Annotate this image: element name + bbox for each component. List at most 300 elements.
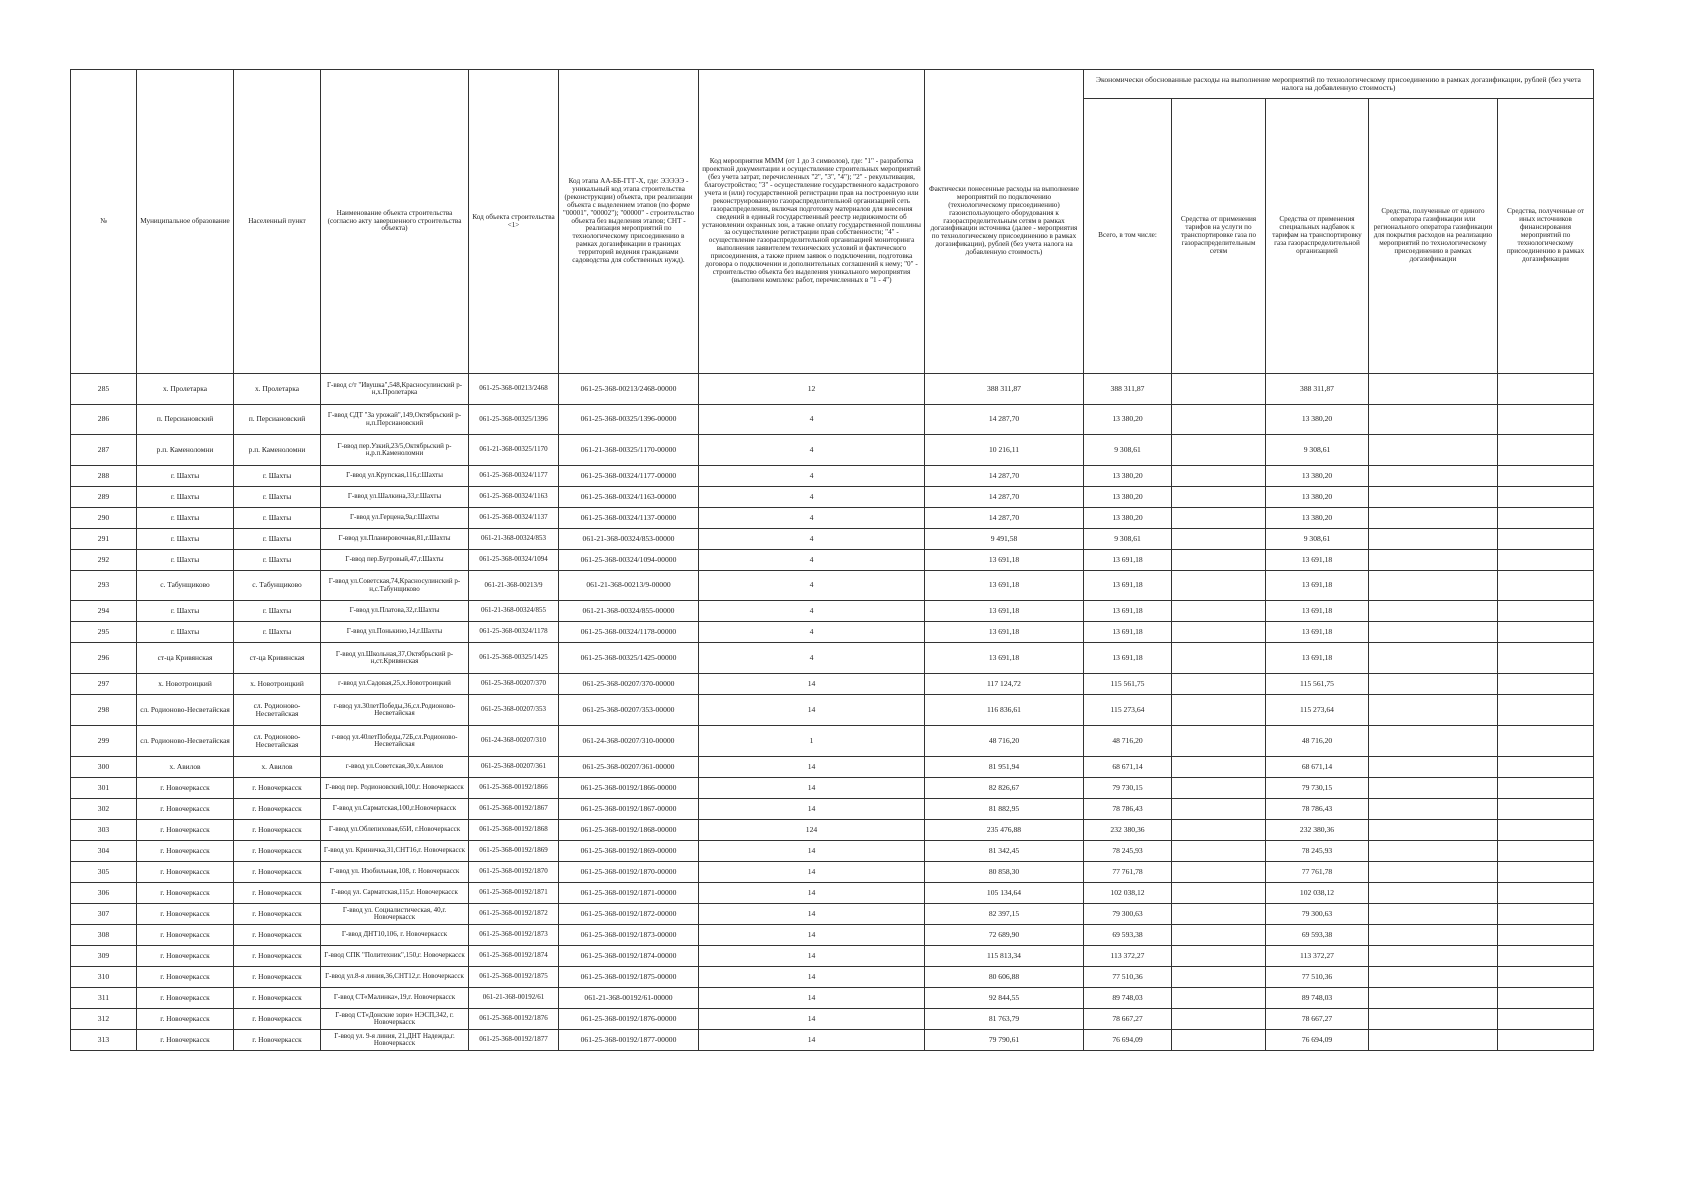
cell-surcharge-funds: 9 308,61 bbox=[1266, 435, 1369, 466]
cell-actual-costs: 115 813,34 bbox=[925, 946, 1084, 967]
cell-object-name: Г-ввод СТ«Малинка»,19,г. Новочеркасск bbox=[321, 988, 469, 1009]
cell-municipality: ст-ца Кривянская bbox=[137, 643, 234, 674]
cell-surcharge-funds: 79 300,63 bbox=[1266, 904, 1369, 925]
cell-actual-costs: 388 311,87 bbox=[925, 374, 1084, 405]
cell-total: 78 245,93 bbox=[1084, 841, 1172, 862]
cell-stage-code: 061-25-368-00192/1867-00000 bbox=[559, 799, 699, 820]
cell-total: 69 593,38 bbox=[1084, 925, 1172, 946]
cell-total: 9 308,61 bbox=[1084, 529, 1172, 550]
cell-other-funds bbox=[1498, 904, 1594, 925]
cell-actual-costs: 235 476,88 bbox=[925, 820, 1084, 841]
cell-surcharge-funds: 76 694,09 bbox=[1266, 1030, 1369, 1051]
cell-municipality: г. Новочеркасск bbox=[137, 862, 234, 883]
cell-stage-code: 061-25-368-00192/1872-00000 bbox=[559, 904, 699, 925]
cell-actual-costs: 10 216,11 bbox=[925, 435, 1084, 466]
cell-settlement: г. Шахты bbox=[234, 466, 321, 487]
cell-object-code: 061-25-368-00325/1425 bbox=[469, 643, 559, 674]
cell-municipality: г. Шахты bbox=[137, 466, 234, 487]
cell-num: 294 bbox=[71, 601, 137, 622]
cell-event-code: 14 bbox=[699, 883, 925, 904]
cell-actual-costs: 14 287,70 bbox=[925, 508, 1084, 529]
cell-settlement: ст-ца Кривянская bbox=[234, 643, 321, 674]
cell-settlement: г. Шахты bbox=[234, 601, 321, 622]
cell-actual-costs: 14 287,70 bbox=[925, 466, 1084, 487]
table-row bbox=[71, 622, 1594, 643]
table-row bbox=[71, 967, 1594, 988]
cell-object-code: 061-25-368-00192/1876 bbox=[469, 1009, 559, 1030]
cell-stage-code: 061-25-368-00324/1163-00000 bbox=[559, 487, 699, 508]
cell-municipality: сл. Родионово-Несветайская bbox=[137, 726, 234, 757]
cell-event-code: 14 bbox=[699, 904, 925, 925]
cell-stage-code: 061-25-368-00325/1396-00000 bbox=[559, 405, 699, 435]
cell-surcharge-funds: 13 691,18 bbox=[1266, 643, 1369, 674]
table-row bbox=[71, 435, 1594, 466]
cell-total: 78 667,27 bbox=[1084, 1009, 1172, 1030]
cell-municipality: х. Пролетарка bbox=[137, 374, 234, 405]
cell-other-funds bbox=[1498, 946, 1594, 967]
cell-stage-code: 061-21-368-00213/9-00000 bbox=[559, 571, 699, 601]
cell-tariff-funds bbox=[1172, 374, 1266, 405]
cell-tariff-funds bbox=[1172, 695, 1266, 726]
cell-other-funds bbox=[1498, 435, 1594, 466]
cell-num: 285 bbox=[71, 374, 137, 405]
cell-actual-costs: 72 689,90 bbox=[925, 925, 1084, 946]
table-row bbox=[71, 695, 1594, 726]
cell-actual-costs: 13 691,18 bbox=[925, 571, 1084, 601]
cell-municipality: г. Шахты bbox=[137, 550, 234, 571]
table-row bbox=[71, 799, 1594, 820]
cell-operator-funds bbox=[1369, 820, 1498, 841]
table-row bbox=[71, 1030, 1594, 1051]
cell-operator-funds bbox=[1369, 799, 1498, 820]
cell-tariff-funds bbox=[1172, 862, 1266, 883]
cell-tariff-funds bbox=[1172, 529, 1266, 550]
cell-stage-code: 061-25-368-00192/1874-00000 bbox=[559, 946, 699, 967]
cell-municipality: г. Новочеркасск bbox=[137, 778, 234, 799]
cell-settlement: г. Новочеркасск bbox=[234, 799, 321, 820]
cell-object-code: 061-25-368-00192/1872 bbox=[469, 904, 559, 925]
cell-object-code: 061-21-368-00213/9 bbox=[469, 571, 559, 601]
cell-settlement: г. Новочеркасск bbox=[234, 883, 321, 904]
cell-stage-code: 061-25-368-00325/1425-00000 bbox=[559, 643, 699, 674]
cell-object-name: Г-ввод ул.Понькино,14,г.Шахты bbox=[321, 622, 469, 643]
cell-stage-code: 061-25-368-00192/1866-00000 bbox=[559, 778, 699, 799]
cell-settlement: г. Новочеркасск bbox=[234, 778, 321, 799]
cell-num: 300 bbox=[71, 757, 137, 778]
cell-event-code: 14 bbox=[699, 674, 925, 695]
cell-event-code: 4 bbox=[699, 529, 925, 550]
cell-settlement: г. Новочеркасск bbox=[234, 820, 321, 841]
cell-surcharge-funds: 388 311,87 bbox=[1266, 374, 1369, 405]
cell-settlement: г. Новочеркасск bbox=[234, 862, 321, 883]
cell-total: 9 308,61 bbox=[1084, 435, 1172, 466]
cell-object-code: 061-25-368-00192/1867 bbox=[469, 799, 559, 820]
cell-surcharge-funds: 79 730,15 bbox=[1266, 778, 1369, 799]
cell-tariff-funds bbox=[1172, 799, 1266, 820]
cell-num: 293 bbox=[71, 571, 137, 601]
cell-num: 309 bbox=[71, 946, 137, 967]
cell-operator-funds bbox=[1369, 571, 1498, 601]
cell-settlement: г. Новочеркасск bbox=[234, 1030, 321, 1051]
cell-operator-funds bbox=[1369, 883, 1498, 904]
cell-object-name: г-ввод ул.Советская,30,х.Авилов bbox=[321, 757, 469, 778]
costs-table bbox=[70, 69, 1594, 1051]
cell-num: 297 bbox=[71, 674, 137, 695]
cell-tariff-funds bbox=[1172, 778, 1266, 799]
cell-object-name: Г-ввод ул. Социалистическая, 40,г. Новочеркасск bbox=[321, 904, 469, 925]
header-event-code: Код мероприятия МММ (от 1 до 3 символов), где: "1" - разработка проектной документации и осуществление строительных мероприятий (без учета затрат, перечисленных "2", "3", "4"); "2" - рекультивация, благоустройство; "3" - осуществление государственного кадастрового учета и (или) государственной регистрации прав на построенную или реконструированную газораспределительной организацией сеть газораспределения, включая подготовку материалов для внесения сведений в единый государственный реестр недвижимости об установлении охранных зон, а также оплату государственной пошлины за осуществление регистрации прав собственности; "4" - осуществление газораспределительной организацией мониторинга выполнения заявителем технических условий и фактического присоединения, а также прием заявок о подключении, подготовка договора о подключении и дополнительных соглашений к нему; "0" - строительство объекта без выделения уникального мероприятия (выполнен комплекс работ, перечисленных в "1 - 4") bbox=[699, 70, 925, 374]
cell-tariff-funds bbox=[1172, 967, 1266, 988]
cell-surcharge-funds: 89 748,03 bbox=[1266, 988, 1369, 1009]
cell-actual-costs: 13 691,18 bbox=[925, 601, 1084, 622]
cell-surcharge-funds: 13 691,18 bbox=[1266, 622, 1369, 643]
cell-operator-funds bbox=[1369, 904, 1498, 925]
cell-tariff-funds bbox=[1172, 904, 1266, 925]
cell-settlement: г. Шахты bbox=[234, 529, 321, 550]
cell-municipality: сл. Родионово-Несветайская bbox=[137, 695, 234, 726]
cell-object-code: 061-24-368-00207/310 bbox=[469, 726, 559, 757]
cell-num: 312 bbox=[71, 1009, 137, 1030]
cell-other-funds bbox=[1498, 695, 1594, 726]
cell-object-name: Г-ввод ул.8-я линия,36,СНТ12,г. Новочеркасск bbox=[321, 967, 469, 988]
cell-num: 287 bbox=[71, 435, 137, 466]
cell-event-code: 4 bbox=[699, 601, 925, 622]
cell-surcharge-funds: 68 671,14 bbox=[1266, 757, 1369, 778]
cell-actual-costs: 82 397,15 bbox=[925, 904, 1084, 925]
cell-object-name: Г-ввод ДНТ10,106, г. Новочеркасск bbox=[321, 925, 469, 946]
cell-actual-costs: 82 826,67 bbox=[925, 778, 1084, 799]
cell-settlement: г. Новочеркасск bbox=[234, 841, 321, 862]
cell-total: 13 380,20 bbox=[1084, 466, 1172, 487]
cell-num: 286 bbox=[71, 405, 137, 435]
cell-other-funds bbox=[1498, 988, 1594, 1009]
cell-surcharge-funds: 115 273,64 bbox=[1266, 695, 1369, 726]
header-settlement: Населенный пункт bbox=[234, 70, 321, 374]
cell-object-code: 061-25-368-00192/1866 bbox=[469, 778, 559, 799]
table-row bbox=[71, 726, 1594, 757]
cell-municipality: г. Новочеркасск bbox=[137, 904, 234, 925]
cell-num: 291 bbox=[71, 529, 137, 550]
header-surcharge-funds: Средства от применения специальных надбавок к тарифам на транспортировку газа газораспределительной организацией bbox=[1266, 99, 1369, 374]
cell-municipality: г. Новочеркасск bbox=[137, 967, 234, 988]
table-body bbox=[71, 374, 1594, 1051]
cell-object-name: Г-ввод ул.Планировочная,81,г.Шахты bbox=[321, 529, 469, 550]
cell-stage-code: 061-21-368-00324/855-00000 bbox=[559, 601, 699, 622]
cell-stage-code: 061-25-368-00192/1873-00000 bbox=[559, 925, 699, 946]
cell-object-code: 061-25-368-00192/1874 bbox=[469, 946, 559, 967]
cell-object-code: 061-25-368-00192/1871 bbox=[469, 883, 559, 904]
cell-operator-funds bbox=[1369, 374, 1498, 405]
table-row bbox=[71, 778, 1594, 799]
cell-event-code: 4 bbox=[699, 435, 925, 466]
cell-event-code: 4 bbox=[699, 571, 925, 601]
cell-object-name: Г-ввод ул.Облепиховая,65И, г.Новочеркасск bbox=[321, 820, 469, 841]
cell-actual-costs: 81 951,94 bbox=[925, 757, 1084, 778]
cell-surcharge-funds: 77 510,36 bbox=[1266, 967, 1369, 988]
cell-operator-funds bbox=[1369, 862, 1498, 883]
cell-object-name: Г-ввод ул.Герцена,9а,г.Шахты bbox=[321, 508, 469, 529]
cell-surcharge-funds: 48 716,20 bbox=[1266, 726, 1369, 757]
cell-total: 13 691,18 bbox=[1084, 571, 1172, 601]
cell-total: 13 691,18 bbox=[1084, 550, 1172, 571]
cell-num: 299 bbox=[71, 726, 137, 757]
cell-stage-code: 061-25-368-00207/353-00000 bbox=[559, 695, 699, 726]
cell-object-code: 061-25-368-00207/361 bbox=[469, 757, 559, 778]
cell-object-code: 061-25-368-00207/353 bbox=[469, 695, 559, 726]
cell-surcharge-funds: 13 691,18 bbox=[1266, 601, 1369, 622]
cell-total: 102 038,12 bbox=[1084, 883, 1172, 904]
cell-tariff-funds bbox=[1172, 550, 1266, 571]
cell-num: 308 bbox=[71, 925, 137, 946]
cell-event-code: 14 bbox=[699, 1030, 925, 1051]
cell-surcharge-funds: 13 380,20 bbox=[1266, 487, 1369, 508]
cell-stage-code: 061-25-368-00192/1875-00000 bbox=[559, 967, 699, 988]
cell-operator-funds bbox=[1369, 988, 1498, 1009]
cell-object-name: Г-ввод пер.Бугровый,47,г.Шахты bbox=[321, 550, 469, 571]
cell-operator-funds bbox=[1369, 508, 1498, 529]
cell-other-funds bbox=[1498, 726, 1594, 757]
cell-surcharge-funds: 115 561,75 bbox=[1266, 674, 1369, 695]
cell-settlement: с. Табунщиково bbox=[234, 571, 321, 601]
cell-num: 305 bbox=[71, 862, 137, 883]
cell-settlement: сл. Родионово-Несветайская bbox=[234, 726, 321, 757]
cell-event-code: 14 bbox=[699, 757, 925, 778]
cell-municipality: с. Табунщиково bbox=[137, 571, 234, 601]
cell-actual-costs: 14 287,70 bbox=[925, 405, 1084, 435]
cell-object-name: г-ввод ул.Садовая,25,х.Новотроицкий bbox=[321, 674, 469, 695]
cell-object-name: г-ввод ул.40летПобеды,72Б,сл.Родионово-Несветайская bbox=[321, 726, 469, 757]
cell-tariff-funds bbox=[1172, 726, 1266, 757]
cell-total: 115 273,64 bbox=[1084, 695, 1172, 726]
cell-object-name: Г-ввод ул.Сарматская,100,г.Новочеркасск bbox=[321, 799, 469, 820]
cell-stage-code: 061-25-368-00192/1877-00000 bbox=[559, 1030, 699, 1051]
header-operator-funds: Средства, полученные от единого оператора газификации или регионального оператора газификации для покрытия расходов на реализацию мероприятий по технологическому присоединению в рамках догазификации bbox=[1369, 99, 1498, 374]
cell-object-name: Г-ввод СПК "Политехник",150,г. Новочеркасск bbox=[321, 946, 469, 967]
cell-total: 79 300,63 bbox=[1084, 904, 1172, 925]
cell-other-funds bbox=[1498, 757, 1594, 778]
cell-surcharge-funds: 13 691,18 bbox=[1266, 571, 1369, 601]
cell-event-code: 14 bbox=[699, 946, 925, 967]
cell-municipality: р.п. Каменоломни bbox=[137, 435, 234, 466]
table-row bbox=[71, 466, 1594, 487]
table-row bbox=[71, 883, 1594, 904]
cell-event-code: 4 bbox=[699, 487, 925, 508]
cell-num: 311 bbox=[71, 988, 137, 1009]
table-row bbox=[71, 904, 1594, 925]
cell-num: 303 bbox=[71, 820, 137, 841]
header-tariff-funds: Средства от применения тарифов на услуги по транспортировке газа по газораспределительным сетям bbox=[1172, 99, 1266, 374]
cell-stage-code: 061-25-368-00192/1869-00000 bbox=[559, 841, 699, 862]
cell-total: 232 380,36 bbox=[1084, 820, 1172, 841]
table-row bbox=[71, 374, 1594, 405]
cell-total: 115 561,75 bbox=[1084, 674, 1172, 695]
cell-event-code: 14 bbox=[699, 799, 925, 820]
cell-stage-code: 061-25-368-00192/1871-00000 bbox=[559, 883, 699, 904]
cell-other-funds bbox=[1498, 571, 1594, 601]
cell-tariff-funds bbox=[1172, 674, 1266, 695]
cell-event-code: 14 bbox=[699, 988, 925, 1009]
cell-num: 302 bbox=[71, 799, 137, 820]
cell-total: 13 691,18 bbox=[1084, 643, 1172, 674]
table-row bbox=[71, 601, 1594, 622]
cell-actual-costs: 80 858,30 bbox=[925, 862, 1084, 883]
cell-settlement: г. Шахты bbox=[234, 550, 321, 571]
cell-object-name: Г-ввод пер. Родионовский,100,г. Новочеркасск bbox=[321, 778, 469, 799]
cell-other-funds bbox=[1498, 1030, 1594, 1051]
cell-tariff-funds bbox=[1172, 466, 1266, 487]
cell-event-code: 14 bbox=[699, 967, 925, 988]
cell-stage-code: 061-25-368-00324/1137-00000 bbox=[559, 508, 699, 529]
cell-other-funds bbox=[1498, 778, 1594, 799]
cell-stage-code: 061-21-368-00325/1170-00000 bbox=[559, 435, 699, 466]
table-row bbox=[71, 550, 1594, 571]
cell-object-code: 061-21-368-00324/855 bbox=[469, 601, 559, 622]
cell-actual-costs: 81 763,79 bbox=[925, 1009, 1084, 1030]
cell-event-code: 4 bbox=[699, 643, 925, 674]
cell-event-code: 4 bbox=[699, 622, 925, 643]
cell-stage-code: 061-25-368-00324/1094-00000 bbox=[559, 550, 699, 571]
cell-total: 77 761,78 bbox=[1084, 862, 1172, 883]
cell-municipality: х. Авилов bbox=[137, 757, 234, 778]
cell-object-name: Г-ввод ул.Крупская,116,г.Шахты bbox=[321, 466, 469, 487]
cell-object-code: 061-25-368-00192/1877 bbox=[469, 1030, 559, 1051]
cell-actual-costs: 81 342,45 bbox=[925, 841, 1084, 862]
cell-object-code: 061-25-368-00325/1396 bbox=[469, 405, 559, 435]
cell-operator-funds bbox=[1369, 435, 1498, 466]
cell-operator-funds bbox=[1369, 967, 1498, 988]
cell-event-code: 124 bbox=[699, 820, 925, 841]
cell-surcharge-funds: 13 380,20 bbox=[1266, 405, 1369, 435]
cell-operator-funds bbox=[1369, 487, 1498, 508]
cell-other-funds bbox=[1498, 529, 1594, 550]
cell-actual-costs: 92 844,55 bbox=[925, 988, 1084, 1009]
cell-surcharge-funds: 113 372,27 bbox=[1266, 946, 1369, 967]
cell-municipality: г. Шахты bbox=[137, 601, 234, 622]
cell-other-funds bbox=[1498, 487, 1594, 508]
table-row bbox=[71, 643, 1594, 674]
cell-municipality: г. Новочеркасск bbox=[137, 1030, 234, 1051]
cell-total: 79 730,15 bbox=[1084, 778, 1172, 799]
cell-event-code: 14 bbox=[699, 862, 925, 883]
cell-object-code: 061-25-368-00192/1869 bbox=[469, 841, 559, 862]
cell-total: 13 380,20 bbox=[1084, 508, 1172, 529]
cell-event-code: 14 bbox=[699, 841, 925, 862]
cell-municipality: х. Новотроицкий bbox=[137, 674, 234, 695]
cell-actual-costs: 48 716,20 bbox=[925, 726, 1084, 757]
cell-tariff-funds bbox=[1172, 487, 1266, 508]
cell-event-code: 14 bbox=[699, 778, 925, 799]
cell-tariff-funds bbox=[1172, 841, 1266, 862]
cell-settlement: р.п. Каменоломни bbox=[234, 435, 321, 466]
cell-stage-code: 061-25-368-00324/1178-00000 bbox=[559, 622, 699, 643]
cell-other-funds bbox=[1498, 674, 1594, 695]
cell-object-name: Г-ввод пер.Узкий,23/5,Октябрьский р-н,р.п.Каменоломни bbox=[321, 435, 469, 466]
cell-actual-costs: 117 124,72 bbox=[925, 674, 1084, 695]
cell-operator-funds bbox=[1369, 757, 1498, 778]
cell-settlement: г. Новочеркасск bbox=[234, 988, 321, 1009]
table-row bbox=[71, 946, 1594, 967]
cell-event-code: 14 bbox=[699, 925, 925, 946]
cell-object-name: Г-ввод ул. Сарматская,115,г. Новочеркасск bbox=[321, 883, 469, 904]
cell-total: 76 694,09 bbox=[1084, 1030, 1172, 1051]
cell-stage-code: 061-24-368-00207/310-00000 bbox=[559, 726, 699, 757]
cell-total: 13 380,20 bbox=[1084, 405, 1172, 435]
cell-object-name: Г-ввод ул.Школьная,37,Октябрьский р-н,ст.Кривянская bbox=[321, 643, 469, 674]
cell-surcharge-funds: 77 761,78 bbox=[1266, 862, 1369, 883]
cell-other-funds bbox=[1498, 967, 1594, 988]
header-other-funds: Средства, полученные от иных источников финансирования мероприятий по технологическому присоединению в рамках догазификации bbox=[1498, 99, 1594, 374]
cell-settlement: х. Авилов bbox=[234, 757, 321, 778]
cell-object-code: 061-21-368-00324/853 bbox=[469, 529, 559, 550]
cell-operator-funds bbox=[1369, 841, 1498, 862]
cell-municipality: г. Шахты bbox=[137, 529, 234, 550]
cell-object-code: 061-25-368-00324/1178 bbox=[469, 622, 559, 643]
cell-object-code: 061-25-368-00192/1873 bbox=[469, 925, 559, 946]
cell-num: 289 bbox=[71, 487, 137, 508]
cell-other-funds bbox=[1498, 925, 1594, 946]
cell-actual-costs: 14 287,70 bbox=[925, 487, 1084, 508]
cell-object-code: 061-25-368-00324/1163 bbox=[469, 487, 559, 508]
cell-operator-funds bbox=[1369, 778, 1498, 799]
header-total: Всего, в том числе: bbox=[1084, 99, 1172, 374]
cell-other-funds bbox=[1498, 550, 1594, 571]
cell-event-code: 4 bbox=[699, 550, 925, 571]
cell-other-funds bbox=[1498, 466, 1594, 487]
cell-actual-costs: 79 790,61 bbox=[925, 1030, 1084, 1051]
cell-tariff-funds bbox=[1172, 925, 1266, 946]
header-object-code: Код объекта строительства <1> bbox=[469, 70, 559, 374]
cell-operator-funds bbox=[1369, 726, 1498, 757]
cell-num: 292 bbox=[71, 550, 137, 571]
table-row bbox=[71, 925, 1594, 946]
cell-operator-funds bbox=[1369, 550, 1498, 571]
table-row bbox=[71, 529, 1594, 550]
cell-settlement: г. Новочеркасск bbox=[234, 925, 321, 946]
cell-object-code: 061-25-368-00324/1137 bbox=[469, 508, 559, 529]
cell-object-name: Г-ввод с/т "Ивушка",548,Красносулинский р-н,х.Пролетарка bbox=[321, 374, 469, 405]
cell-total: 388 311,87 bbox=[1084, 374, 1172, 405]
cell-total: 13 691,18 bbox=[1084, 601, 1172, 622]
cell-object-name: Г-ввод ул. Изобильная,108, г. Новочеркасск bbox=[321, 862, 469, 883]
cell-stage-code: 061-21-368-00324/853-00000 bbox=[559, 529, 699, 550]
table-row bbox=[71, 862, 1594, 883]
cell-total: 89 748,03 bbox=[1084, 988, 1172, 1009]
cell-tariff-funds bbox=[1172, 571, 1266, 601]
cell-other-funds bbox=[1498, 883, 1594, 904]
cell-num: 301 bbox=[71, 778, 137, 799]
cell-operator-funds bbox=[1369, 529, 1498, 550]
cell-municipality: г. Шахты bbox=[137, 487, 234, 508]
cell-object-code: 061-25-368-00213/2468 bbox=[469, 374, 559, 405]
cell-total: 68 671,14 bbox=[1084, 757, 1172, 778]
cell-settlement: г. Шахты bbox=[234, 508, 321, 529]
cell-settlement: г. Шахты bbox=[234, 622, 321, 643]
cell-operator-funds bbox=[1369, 925, 1498, 946]
cell-num: 304 bbox=[71, 841, 137, 862]
cell-surcharge-funds: 13 380,20 bbox=[1266, 466, 1369, 487]
cell-stage-code: 061-25-368-00324/1177-00000 bbox=[559, 466, 699, 487]
cell-tariff-funds bbox=[1172, 643, 1266, 674]
cell-stage-code: 061-25-368-00192/1870-00000 bbox=[559, 862, 699, 883]
cell-object-code: 061-25-368-00192/1868 bbox=[469, 820, 559, 841]
cell-municipality: г. Новочеркасск bbox=[137, 820, 234, 841]
cell-surcharge-funds: 69 593,38 bbox=[1266, 925, 1369, 946]
table-row bbox=[71, 487, 1594, 508]
cell-operator-funds bbox=[1369, 622, 1498, 643]
header-actual-costs: Фактически понесенные расходы на выполнение мероприятий по подключению (технологическому присоединению) газоиспользующего оборудования к газораспределительным сетям в рамках догазификации источника (далее - мероприятия по технологическому присоединению в рамках догазификации), рублей (без учета налога на добавленную стоимость) bbox=[925, 70, 1084, 374]
cell-stage-code: 061-21-368-00192/61-00000 bbox=[559, 988, 699, 1009]
cell-municipality: г. Шахты bbox=[137, 508, 234, 529]
